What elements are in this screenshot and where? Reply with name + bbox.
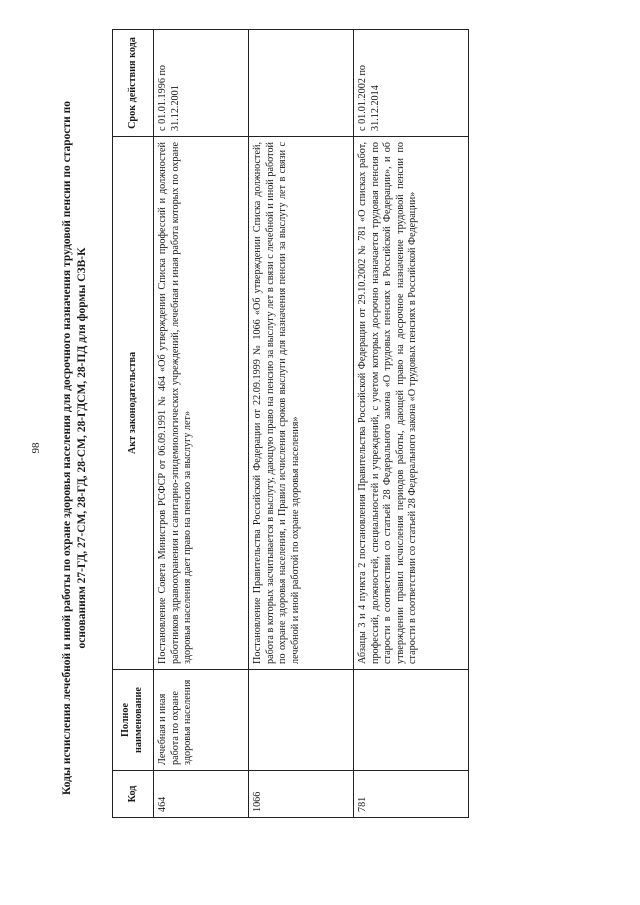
table-row <box>249 30 354 818</box>
cell-act: Постановление Правительства Российской Федерации от 22.09.1999 № 1066 «Об утверждении Списка должностей, работа в которых засчитывается в выслугу, дающую право на пенсию за выслугу лет в связи с лечебной и иной работой по охране здоровья населения, и Правил исчисления сроков выслуги для назначения пенсии за выслугу лет в связи с лечебной и иной работой по охране здоровья населения» <box>249 137 354 670</box>
cell-term: с 01.01.1996 по 31.12.2001 <box>154 30 249 137</box>
table-row <box>154 30 249 818</box>
rotated-document-page <box>30 18 610 888</box>
cell-name <box>354 670 469 771</box>
cell-code: 464 <box>154 771 249 818</box>
table-header-row <box>113 30 154 818</box>
header-term: Срок действия кода <box>113 30 154 137</box>
cell-code: 781 <box>354 771 469 818</box>
codes-table <box>112 29 469 818</box>
cell-term <box>249 30 354 137</box>
cell-code: 1066 <box>249 771 354 818</box>
header-act: Акт законодательства <box>113 137 154 670</box>
cell-name <box>249 670 354 771</box>
page-number: 98 <box>30 442 42 454</box>
cell-act: Постановление Совета Министров РСФСР от 06.09.1991 № 464 «Об утверждении Списка профессий и должностей работников здравоохранения и санитарно-эпидемиологических учреждений, лечебная и иная работа которых по охране здоровья населения дает право на пенсию за выслугу лет» <box>154 137 249 670</box>
cell-act: Абзацы 3 и 4 пункта 2 постановления Правительства Российской Федерации от 29.10.2002 № 781 «О списках работ, профессий, должностей, специальностей и учреждений, с учетом которых досрочно назначается трудовая пенсия по старости в соответствии со статьей 28 Федерального закона «О трудовых пенсиях в Российской Федерации», и об утверждении правил исчисления периодов работы, дающей право на досрочное назначение трудовой пенсии по старости в соответствии со статьей 28 Федерального закона «О трудовых пенсиях в Российской Федерации» <box>354 137 469 670</box>
header-name: Полное наименование <box>113 670 154 771</box>
header-code: Код <box>113 771 154 818</box>
cell-name: Лечебная и иная работа по охране здоровья населения <box>154 670 249 771</box>
cell-term: с 01.01.2002 по 31.12.2014 <box>354 30 469 137</box>
table-row <box>354 30 469 818</box>
document-title: Коды исчисления лечебной и иной работы по охране здоровья населения для досрочного назначения трудовой пенсии по старости по основаниям 27-ГД, 27-СМ, 28-ГД, 28-СМ, 28-ГДСМ, 28-ПД для формы СЗВ-К <box>61 100 88 796</box>
